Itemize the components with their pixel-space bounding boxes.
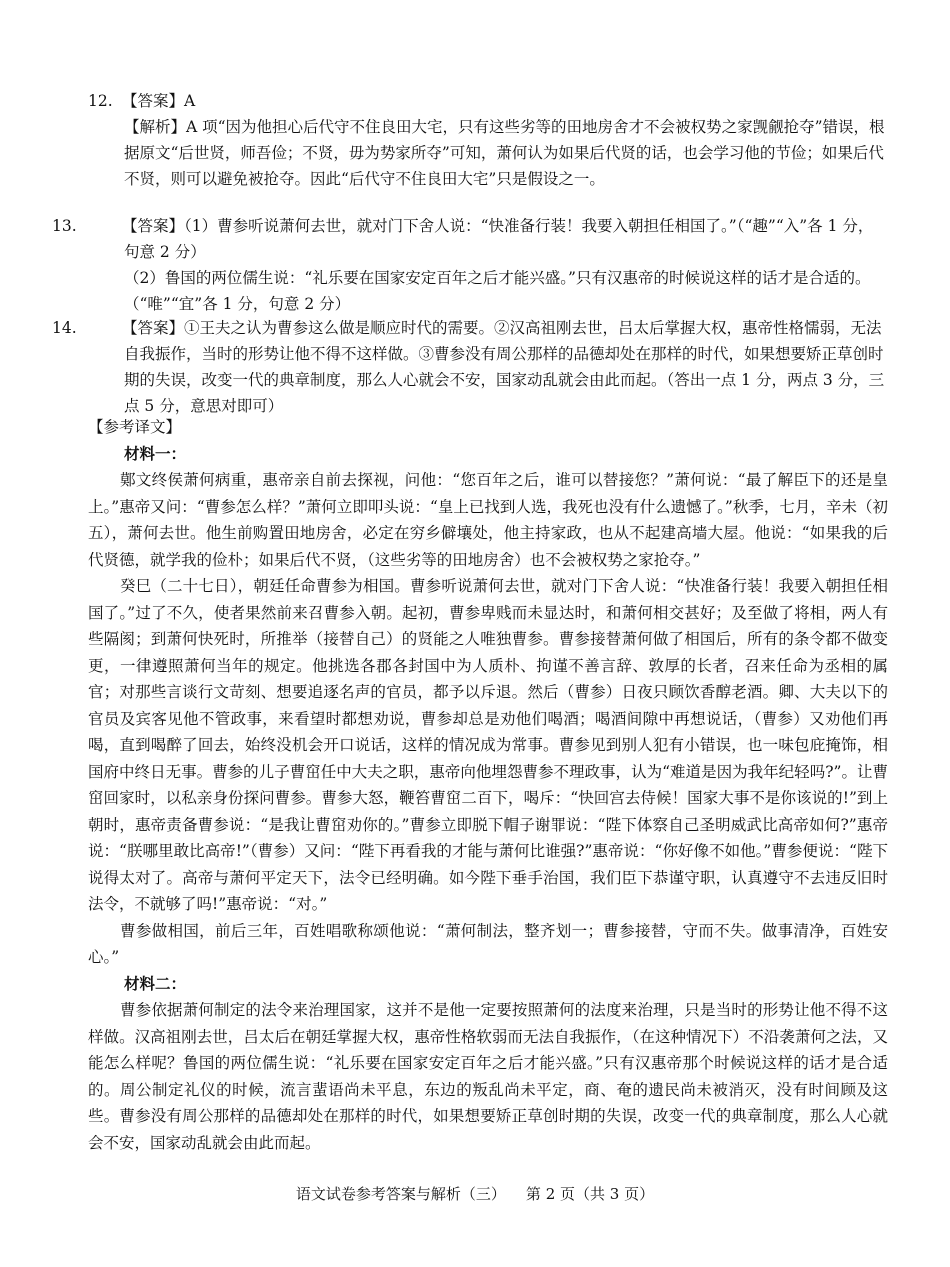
- question-14: [52, 315, 888, 419]
- material1-paragraph: 癸巳（二十七日），朝廷任命曹参为相国。曹参听说萧何去世，就对门下舍人说：“快准备行装！我要入朝担任相国了。”过了不久，使者果然前来召曹参入朝。起初，曹参卑贱而未显达时，和萧何相交甚好；及至做了将相，两人有些隔阂；到萧何快死时，所推举（接替自己）的贤能之人唯独曹参。曹参接替萧何做了相国后，所有的条令都不做变更，一律遵照萧何当年的规定。他挑选各郡各封国中为人质朴、拘谨不善言辞、敦厚的长者，召来任命为丞相的属官；对那些言谈行文苛刻、想要追逐名声的官员，都予以斥退。然后（曹参）日夜只顾饮香醇老酒。卿、大夫以下的官员及宾客见他不管政事，来看望时都想劝说，曹参却总是劝他们喝酒；喝酒间隙中再想说话，（曹参）又劝他们再喝，直到喝醉了回去，始终没机会开口说话，这样的情况成为常事。曹参见到别人犯有小错误，也一味包庇掩饰，相国府中终日无事。曹参的儿子曹窋任中大夫之职，惠帝向他埋怨曹参不理政事，认为“难道是因为我年纪轻吗?”。让曹窋回家时，以私亲身份探问曹参。曹参大怒，鞭笞曹窋二百下，喝斥：“快回宫去侍候！国家大事不是你该说的!”到上朝时，惠帝责备曹参说：“是我让曹窋劝你的。”曹参立即脱下帽子谢罪说：“陛下体察自己圣明威武比高帝如何?”惠帝说：“朕哪里敢比高帝!”（曹参）又问：“陛下再看我的才能与萧何比谁强?”惠帝说：“你好像不如他。”曹参便说：“陛下说得太对了。高帝与萧何平定天下，法令已经明确。如今陛下垂手治国，我们臣下恭谨守职，认真遵守不去违反旧时法令，不就够了吗!”惠帝说：“对。”: [88, 577, 888, 913]
- material1-paragraph: 曹参做相国，前后三年，百姓唱歌称颂他说：“萧何制法，整齐划一；曹参接替，守而不失。做事清净，百姓安心。”: [88, 921, 888, 966]
- material1-title: 材料一：: [124, 443, 187, 463]
- q12-answer: A: [184, 92, 196, 110]
- q12-analysis: [88, 114, 888, 192]
- q14-answer-text: ①王夫之认为曹参这么做是顺应时代的需要。②汉高祖刚去世，吕太后掌握大权，惠帝性格懦弱，无法自我振作，当时的形势让他不得不这样做。③曹参没有周公那样的品德却处在那样的时代，如果想要矫正草创时期的失误，改变一代的典章制度，那么人心就会不安，国家动乱就会由此而起。（答出一点 1 分，两点 3 分，三点 5 分，意思对即可）: [124, 319, 885, 415]
- q13-number: 13.: [52, 217, 77, 235]
- material2-paragraph: 曹参依据萧何制定的法令来治理国家，这并不是他一定要按照萧何的法度来治理，只是当时的形势让他不得不这样做。汉高祖刚去世，吕太后在朝廷掌握大权，惠帝性格软弱而无法自我振作，（在这种情况下）不沿袭萧何之法，又能怎么样呢？鲁国的两位儒生说：“礼乐要在国家安定百年之后才能兴盛。”只有汉惠帝那个时候说这样的话才是合适的。周公制定礼仪的时候，流言蜚语尚未平息，东边的叛乱尚未平定，商、奄的遗民尚未被消灭，没有时间顾及这些。曹参没有周公那样的品德却处在那样的时代，如果想要矫正草创时期的失误，改变一代的典章制度，那么人心就会不安，国家动乱就会由此而起。: [88, 1001, 888, 1152]
- q13-part1: （1）曹参听说萧何去世，就对门下舍人说：“快准备行装！我要入朝担任相国了。”（“趣”“入”各 1 分，句意 2 分）: [124, 217, 874, 261]
- q14-answer-label: 【答案】: [122, 319, 185, 337]
- q12-answer-line: [88, 88, 888, 114]
- q12-number: 12.: [88, 92, 113, 110]
- page-footer: [0, 1183, 950, 1204]
- q12-analysis-text: A 项“因为他担心后代守不住良田大宅，只有这些劣等的田地房舍才不会被权势之家觊觎抢夺”错误，根据原文“后世贤，师吾俭；不贤，毋为势家所夺”可知，萧何认为如果后代贤的话，也会学习他的节俭；如果后代不贤，则可以避免被抢夺。因此“后代守不住良田大宅”只是假设之一。: [124, 118, 885, 188]
- footer-page-number: 第 2 页（共 3 页）: [525, 1185, 655, 1203]
- question-13: [52, 213, 888, 317]
- translation-heading: 【参考译文】: [88, 418, 182, 436]
- footer-title: 语文试卷参考答案与解析（三）: [295, 1185, 506, 1203]
- q13-answer-label: 【答案】: [122, 217, 185, 235]
- material2-title: 材料二：: [124, 973, 187, 993]
- reference-translation: [88, 414, 888, 1156]
- q14-answer: [52, 315, 888, 419]
- question-12: [88, 88, 888, 192]
- material1-paragraph: 鄚文终侯萧何病重，惠帝亲自前去探视，问他：“您百年之后，谁可以替接您？”萧何说：“最了解臣下的还是皇上。”惠帝又问：“曹参怎么样？”萧何立即叩头说：“皇上已找到人选，我死也没有什么遗憾了。”秋季，七月，辛未（初五），萧何去世。他生前购置田地房舍，必定在穷乡僻壤处，他主持家政，也从不起建高墙大屋。他说：“如果我的后代贤德，就学我的俭朴；如果后代不贤，（这些劣等的田地房舍）也不会被权势之家抢夺。”: [88, 471, 888, 569]
- q13-part2: （2）鲁国的两位儒生说：“礼乐要在国家安定百年之后才能兴盛。”只有汉惠帝的时候说这样的话才是合适的。（“唯”“宜”各 1 分，句意 2 分）: [124, 269, 871, 313]
- q12-analysis-label: 【解析】: [124, 118, 187, 136]
- q14-number: 14.: [52, 319, 77, 337]
- q12-answer-label: 【答案】: [122, 92, 185, 110]
- q13-answer: [52, 213, 888, 265]
